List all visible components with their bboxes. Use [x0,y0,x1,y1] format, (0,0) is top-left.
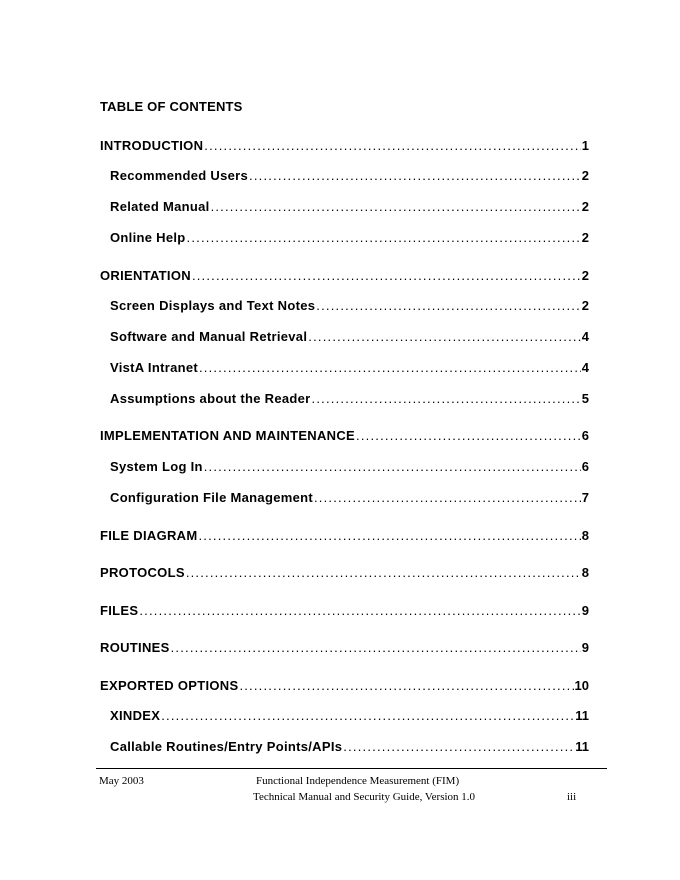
toc-entry-vista-intranet[interactable] [110,360,589,376]
toc-leader-dots [187,230,581,245]
toc-leader-dots [204,459,581,474]
toc-leader-dots [249,168,581,183]
toc-entry-label: FILE DIAGRAM [100,528,198,543]
toc-entry-label: PROTOCOLS [100,565,185,580]
toc-entry-page: 2 [581,230,589,245]
toc-entry-label: System Log In [110,459,203,474]
toc-entry-page: 6 [581,459,589,474]
toc-entry-software-retrieval[interactable] [110,329,589,345]
toc-entry-page: 4 [581,360,589,375]
toc-entry-file-diagram[interactable] [100,528,589,544]
toc-entry-page: 11 [575,708,589,723]
toc-leader-dots [192,268,581,283]
toc-entry-implementation[interactable] [100,428,589,444]
toc-entry-introduction[interactable] [100,138,589,154]
toc-entry-files[interactable] [100,603,589,619]
toc-entry-label: Software and Manual Retrieval [110,329,308,344]
toc-leader-dots [312,391,581,406]
toc-entry-page: 6 [581,428,589,443]
toc-entry-label: Recommended Users [110,168,249,183]
toc-entry-page: 7 [581,490,589,505]
toc-entry-label: Online Help [110,230,186,245]
toc-entry-assumptions[interactable] [110,391,589,407]
footer-date: May 2003 [99,775,144,787]
toc-entry-orientation[interactable] [100,268,589,284]
toc-entry-page: 2 [581,298,589,313]
toc-entry-label: IMPLEMENTATION AND MAINTENANCE [100,428,356,443]
toc-entry-protocols[interactable] [100,565,589,581]
toc-entry-page: 9 [581,640,589,655]
toc-entry-page: 2 [581,268,589,283]
toc-leader-dots [316,298,580,313]
toc-leader-dots [199,360,581,375]
toc-entry-label: EXPORTED OPTIONS [100,678,239,693]
toc-entry-page: 10 [574,678,589,693]
toc-entry-label: Related Manual [110,199,210,214]
toc-leader-dots [211,199,581,214]
footer-title-line2: Technical Manual and Security Guide, Version 1.0 [253,791,476,803]
toc-leader-dots [139,603,580,618]
toc-entry-page: 8 [581,565,589,580]
toc-entry-page: 11 [575,739,589,754]
toc-entry-xindex[interactable] [110,708,589,724]
toc-leader-dots [314,490,581,505]
toc-entry-label: Configuration File Management [110,490,313,505]
toc-entry-label: Assumptions about the Reader [110,391,311,406]
footer-rule [96,768,607,769]
toc-entry-routines[interactable] [100,640,589,656]
toc-entry-online-help[interactable] [110,230,589,246]
footer-title-line1: Functional Independence Measurement (FIM) [256,775,460,787]
toc-leader-dots [171,640,581,655]
toc-leader-dots [343,739,574,754]
toc-entry-recommended-users[interactable] [110,168,589,184]
toc-entry-exported-options[interactable] [100,678,589,694]
toc-entry-page: 4 [581,329,589,344]
toc-leader-dots [356,428,581,443]
toc-entry-callable-routines[interactable] [110,739,589,755]
toc-entry-label: ROUTINES [100,640,170,655]
toc-entry-label: FILES [100,603,139,618]
toc-leader-dots [186,565,581,580]
toc-entry-configuration[interactable] [110,490,589,506]
toc-entry-page: 5 [581,391,589,406]
toc-entry-page: 9 [581,603,589,618]
toc-entry-related-manual[interactable] [110,199,589,215]
toc-title: TABLE OF CONTENTS [100,99,243,114]
toc-leader-dots [239,678,573,693]
toc-entry-label: Callable Routines/Entry Points/APIs [110,739,343,754]
toc-entry-label: VistA Intranet [110,360,198,375]
toc-leader-dots [308,329,581,344]
toc-entry-screen-displays[interactable] [110,298,589,314]
toc-entry-system-log-in[interactable] [110,459,589,475]
toc-leader-dots [204,138,581,153]
toc-entry-page: 8 [581,528,589,543]
toc-entry-label: Screen Displays and Text Notes [110,298,316,313]
toc-entry-label: ORIENTATION [100,268,191,283]
toc-entry-page: 1 [581,138,589,153]
footer-page-number: iii [567,791,577,803]
toc-leader-dots [161,708,574,723]
toc-entry-page: 2 [581,168,589,183]
toc-entry-page: 2 [581,199,589,214]
toc-leader-dots [198,528,580,543]
toc-entry-label: XINDEX [110,708,161,723]
toc-entry-label: INTRODUCTION [100,138,204,153]
